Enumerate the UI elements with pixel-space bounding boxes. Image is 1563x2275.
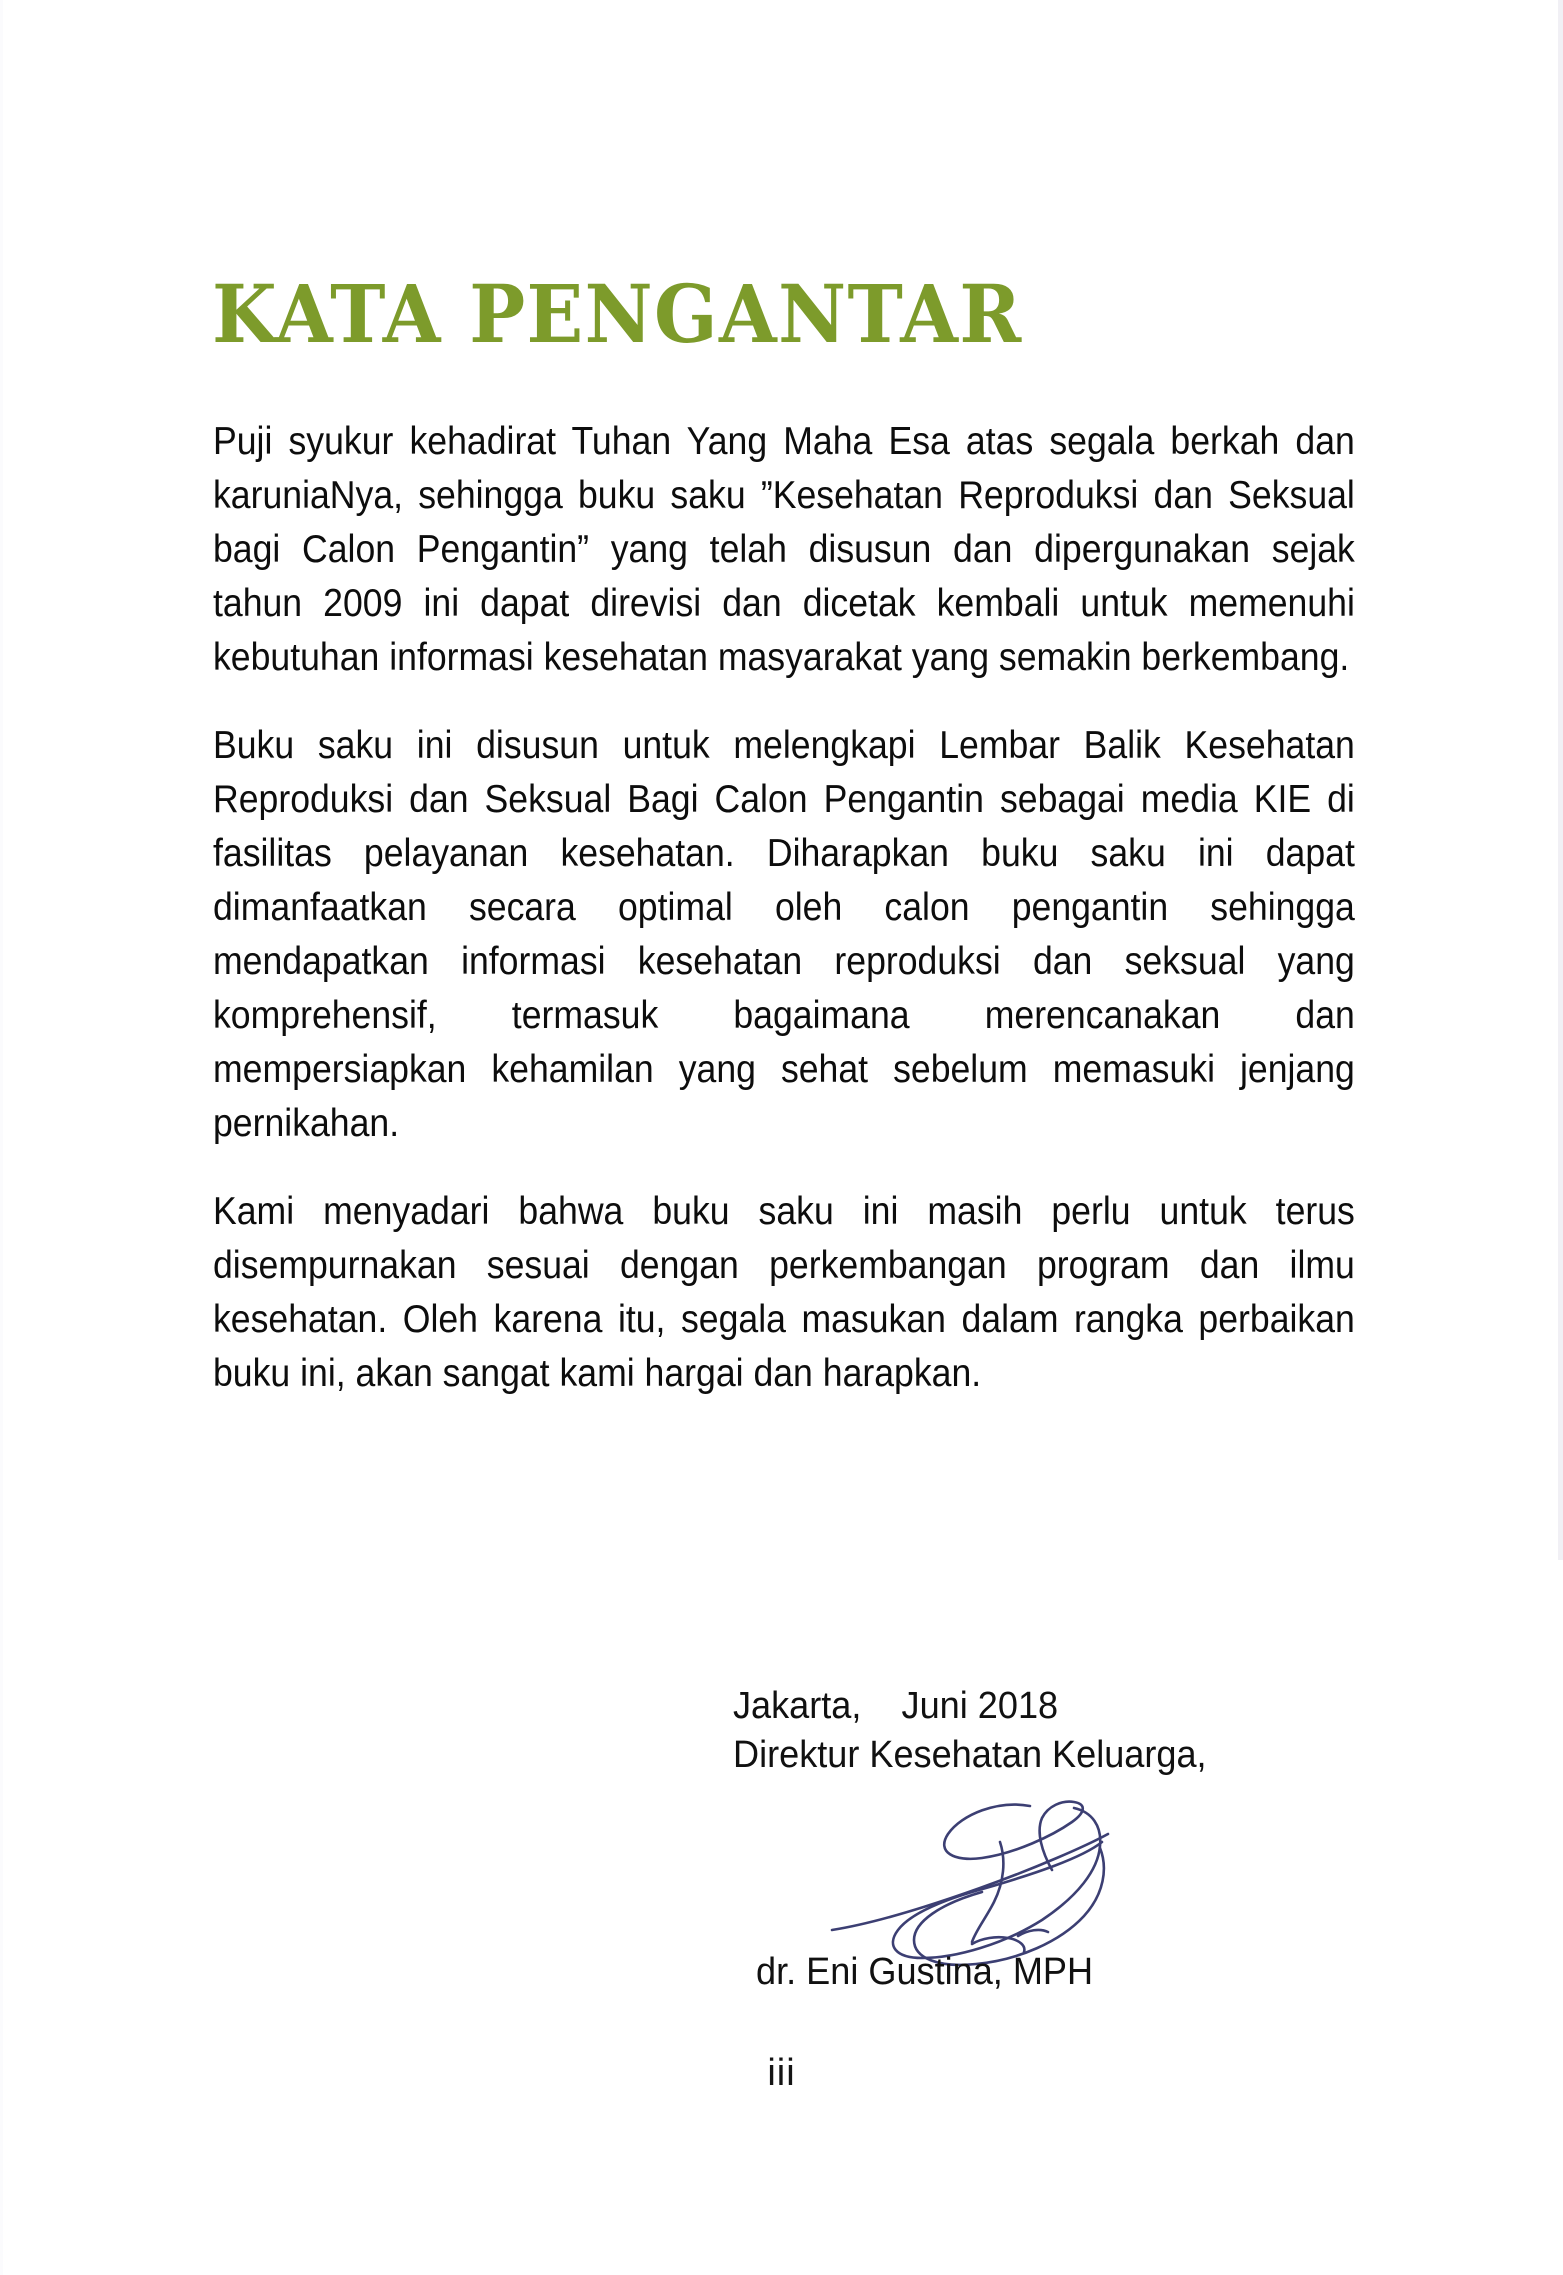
page-right-edge-strip xyxy=(1558,0,1563,1560)
page-left-edge-strip xyxy=(0,0,3,2275)
paragraph-2: Buku saku ini disusun untuk melengkapi Lembar Balik Kesehatan Reproduksi dan Seksual Bagi Calon Pengantin sebagai media KIE di fasilitas pelayanan kesehatan. Diharapkan buku saku ini dapat dimanfaatkan secara optimal oleh calon pengantin sehingga mendapatkan informasi kesehatan reproduksi dan seksual yang komprehensif, termasuk bagaimana merencanakan dan mempersiapkan kehamilan yang sehat sebelum memasuki jenjang pernikahan. xyxy=(213,724,1355,1145)
signature-block xyxy=(733,1682,1373,1780)
body-text xyxy=(213,415,1356,1401)
paragraph-1: Puji syukur kehadirat Tuhan Yang Maha Esa atas segala berkah dan karuniaNya, sehingga buku saku ”Kesehatan Reproduksi dan Seksual bagi Calon Pengantin” yang telah disusun dan dipergunakan sejak tahun 2009 ini dapat direvisi dan dicetak kembali untuk memenuhi kebutuhan informasi kesehatan masyarakat yang semakin berkembang. xyxy=(213,420,1355,679)
signature-position-title: Direktur Kesehatan Keluarga, xyxy=(733,1734,1207,1776)
paragraph-3: Kami menyadari bahwa buku saku ini masih perlu untuk terus disempurnakan sesuai dengan perkembangan program dan ilmu kesehatan. Oleh karena itu, segala masukan dalam rangka perbaikan buku ini, akan sangat kami hargai dan harapkan. xyxy=(213,1190,1355,1395)
page-number: iii xyxy=(767,2052,796,2094)
signature-place-date: Jakarta, Juni 2018 xyxy=(733,1685,1059,1727)
page-title: KATA PENGANTAR xyxy=(212,266,1023,361)
signature-signer-name: dr. Eni Gustina, MPH xyxy=(756,1951,1094,1993)
